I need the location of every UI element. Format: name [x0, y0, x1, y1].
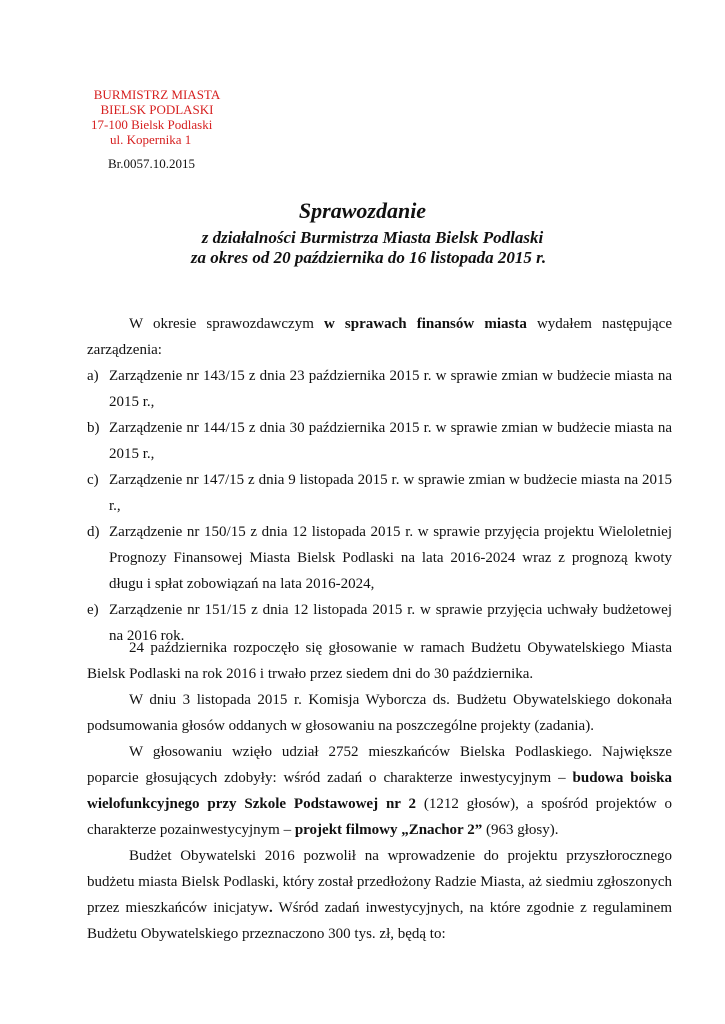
list-marker: a)	[87, 368, 99, 384]
results-text-3: (963 głosy).	[482, 822, 559, 838]
list-marker: e)	[87, 602, 99, 618]
stamp-line-2: BIELSK PODLASKI	[100, 102, 214, 117]
finance-section	[87, 311, 672, 649]
ordinance-list	[87, 363, 672, 649]
budget-text-2: Wśród zadań inwestycyjnych, na które zgodnie z regulaminem Budżetu Obywatelskiego przeznaczono 300 tys. zł, będą to:	[87, 900, 672, 942]
budget-text-1: Budżet Obywatelski 2016 pozwolił na wprowadzenie do projektu przyszłorocznego budżetu miasta Bielsk Podlaski, który został przedłożony Radzie Miasta, aż siedmiu zgłoszonych przez mieszkańców inicjatyw	[87, 848, 672, 916]
list-item-text: Zarządzenie nr 150/15 z dnia 12 listopada 2015 r. w sprawie przyjęcia projektu Wieloletniej Prognozy Finansowej Miasta Bielsk Podlaski na lata 2016-2024 wraz z prognozą kwoty długu i spłat zobowiązań na lata 2016-2024,	[109, 524, 672, 592]
list-item-text: Zarządzenie nr 147/15 z dnia 9 listopada 2015 r. w sprawie zmian w budżecie miasta na 2015 r.,	[109, 472, 672, 514]
mayor-stamp	[82, 87, 232, 147]
intro-text-bold: w sprawach finansów miasta	[323, 316, 527, 332]
list-item-text: Zarządzenie nr 151/15 z dnia 12 listopada 2015 r. w sprawie przyjęcia uchwały budżetowej na 2016 rok.	[109, 602, 672, 644]
paragraph-voting-start: 24 października rozpoczęło się głosowanie w ramach Budżetu Obywatelskiego Miasta Bielsk Podlaski na rok 2016 i trwało przez siedem dni do 30 października.	[87, 640, 672, 682]
intro-text-before: W okresie sprawozdawczym	[129, 316, 324, 332]
document-title: Sprawozdanie	[298, 198, 427, 223]
list-item-text: Zarządzenie nr 144/15 z dnia 30 października 2015 r. w sprawie zmian w budżecie miasta na 2015 r.,	[109, 420, 672, 462]
stamp-line-3: 17-100 Bielsk Podlaski	[91, 117, 213, 132]
list-item	[87, 363, 672, 415]
budget-bold-dot: .	[269, 900, 273, 916]
results-bold-2: projekt filmowy „Znachor 2”	[294, 822, 483, 838]
paragraph-results	[87, 739, 672, 843]
document-subtitle-1: z działalności Burmistrza Miasta Bielsk Podlaski	[201, 228, 544, 247]
paragraph-budget-2016	[87, 843, 672, 947]
list-item	[87, 519, 672, 597]
results-text-1: W głosowaniu wzięło udział 2752 mieszkańców Bielska Podlaskiego. Największe poparcie głosujących zdobyły: wśród zadań o charakterze inwestycyjnym –	[87, 744, 672, 786]
reference-number: Br.0057.10.2015	[108, 156, 196, 171]
results-text-2: (1212 głosów), a spośród projektów o charakterze pozainwestycyjnym –	[87, 796, 672, 838]
stamp-line-4: ul. Kopernika 1	[110, 132, 192, 147]
list-marker: b)	[87, 420, 100, 436]
intro-text-after: wydałem następujące zarządzenia:	[87, 316, 672, 358]
results-bold-1: budowa boiska wielofunkcyjnego przy Szkole Podstawowej nr 2	[87, 770, 672, 812]
list-marker: d)	[87, 524, 100, 540]
list-item-text: Zarządzenie nr 143/15 z dnia 23 października 2015 r. w sprawie zmian w budżecie miasta na 2015 r.,	[109, 368, 672, 410]
list-marker: c)	[87, 472, 99, 488]
paragraph-commission: W dniu 3 listopada 2015 r. Komisja Wyborcza ds. Budżetu Obywatelskiego dokonała podsumowania głosów oddanych w głosowaniu na poszczególne projekty (zadania).	[87, 692, 672, 734]
stamp-line-1: BURMISTRZ MIASTA	[93, 87, 221, 102]
civic-budget-section	[87, 635, 672, 947]
intro-paragraph	[87, 311, 672, 363]
list-item	[87, 415, 672, 467]
list-item	[87, 467, 672, 519]
document-subtitle-2: za okres od 20 października do 16 listopada 2015 r.	[190, 248, 547, 267]
